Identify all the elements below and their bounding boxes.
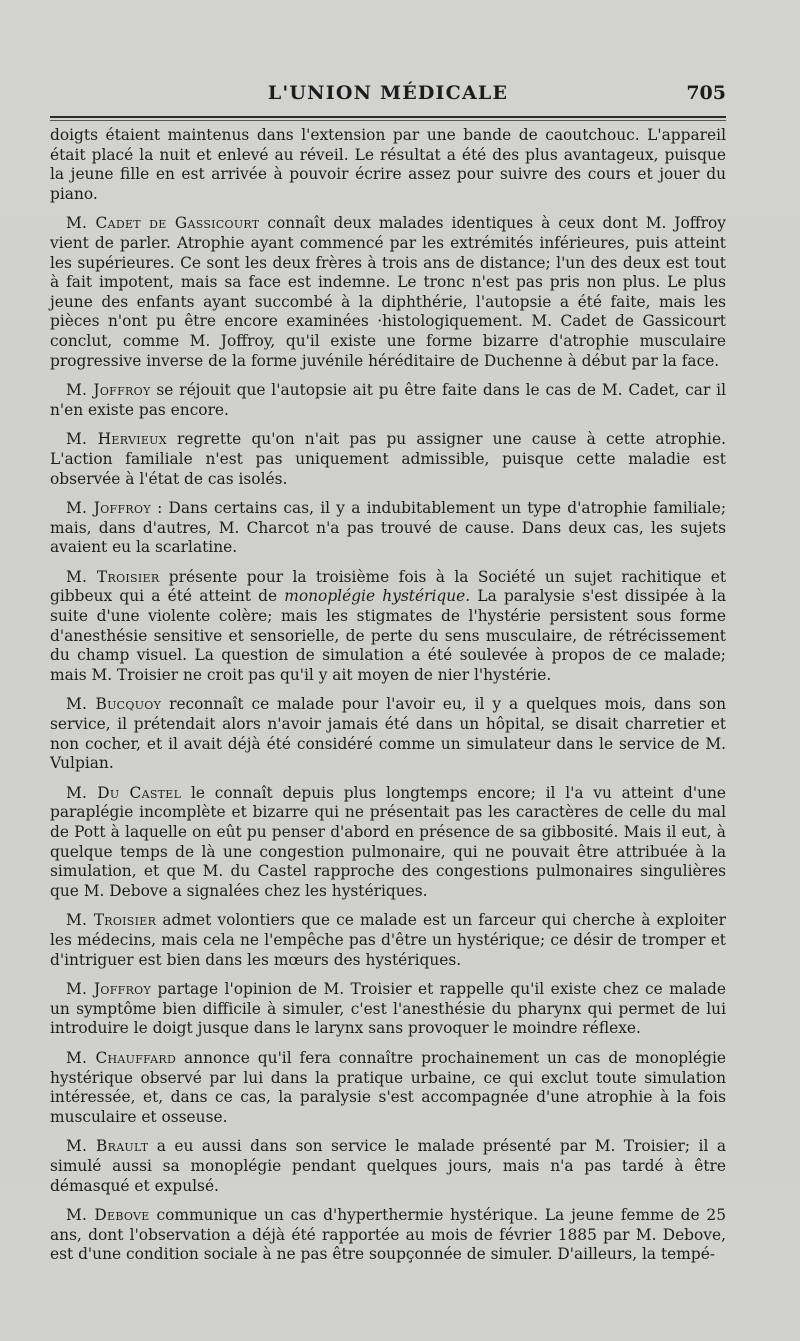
speaker-name: M. Joffroy xyxy=(66,381,151,400)
paragraph-text: connaît deux malades identiques à ceux dont M. Joffroy vient de parler. Atrophie ayant commencé par les extrémités inférieures, puis atteint les supérieures. Ce sont les deux frères à trois ans de distance; l'un des deux est tout à fait impotent, mais sa face est indemne. Le tronc n'est pas pris non plus. Le plus jeune des enfants ayant succombé à la diphthérie, l'autopsie a été faite, mais les pièces n'ont pu être encore examinées ·histologiquement. M. Cadet de Gassicourt conclut, comme M. Joffroy, qu'il existe une forme bizarre d'atrophie musculaire progressive inverse de la forme juvénile héréditaire de Duchenne à début par la face. xyxy=(50,214,726,370)
paragraph-chauffard xyxy=(50,1049,726,1127)
article-body xyxy=(50,126,726,1275)
paragraph-text: annonce qu'il fera connaître prochainement un cas de monoplégie hystérique observé par lui dans la pratique urbaine, ce qui exclut toute simulation intéressée, et, dans ce cas, la paralysie s'est accompagnée d'une atrophie à la fois musculaire et osseuse. xyxy=(50,1048,726,1126)
speaker-name: M. Du Castel xyxy=(66,783,182,802)
paragraph-joffroy-3 xyxy=(50,980,726,1039)
paragraph-text: : Dans certains cas, il y a indubitablement un type d'atrophie familiale; mais, dans d'autres, M. Charcot n'a pas trouvé de cause. Dans deux cas, les sujets avaient eu la scarlatine. xyxy=(50,499,727,557)
speaker-name: M. Troisier xyxy=(66,911,157,930)
paragraph-text: doigts étaient maintenus dans l'extension par une bande de caoutchouc. L'appareil était placé la nuit et enlevé au réveil. Le résultat a été des plus avantageux, puisque la jeune fille en est arrivée à pouvoir écrire assez pour suivre des cours et jouer du piano. xyxy=(50,126,726,203)
paragraph-text: . La paralysie s'est dissipée à la suite d'une violente colère; mais les stigmates de l'hystérie persistent sous forme d'anesthésie sensitive et sensorielle, de perte du sens musculaire, de rétrécissement du champ visuel. La question de simulation a été soulevée à propos de ce malade; mais M. Troisier ne croit pas qu'il y ait moyen de nier l'hystérie. xyxy=(50,587,727,684)
paragraph-joffroy-2 xyxy=(50,499,726,558)
speaker-name: M. Hervieux xyxy=(66,430,167,449)
speaker-name: M. Chauffard xyxy=(66,1048,177,1067)
paragraph-text: regrette qu'on n'ait pas pu assigner une cause à cette atrophie. L'action familiale n'est pas uniquement admissible, puisque cette maladie est observée à l'état de cas isolés. xyxy=(50,430,726,488)
paragraph-continued xyxy=(50,126,726,204)
paragraph-text: a eu aussi dans son service le malade présenté par M. Troisier; il a simulé aussi sa monoplégie pendant quelques jours, mais n'a pas tardé à être démasqué et expulsé. xyxy=(50,1137,727,1195)
paragraph-bucquoy xyxy=(50,695,726,773)
paragraph-text: présente pour la troisième fois à la Société un sujet rachitique et gibbeux qui a été atteint de xyxy=(50,567,726,606)
speaker-name: M. Debove xyxy=(66,1206,150,1225)
paragraph-troisier-1 xyxy=(50,568,726,686)
header-rule xyxy=(50,116,726,118)
paragraph-text: communique un cas d'hyperthermie hystérique. La jeune femme de 25 ans, dont l'observation a déjà été rapportée au mois de février 1885 par M. Debove, est d'une condition sociale à ne pas être soupçonnée de simuler. D'ailleurs, la tempé- xyxy=(50,1206,726,1264)
paragraph-text: le connaît depuis plus longtemps encore; il l'a vu atteint d'une paraplégie incomplète et bizarre qui ne présentait pas les caractères de celle du mal de Pott à laquelle on eût pu penser d'abord en présence de sa gibbosité. Mais il eut, à quelque temps de là une congestion pulmonaire, qui ne pouvait être attribuée à la simulation, et que M. du Castel rapproche des congestions pulmonaires singulières que M. Debove a signalées chez les hystériques. xyxy=(50,783,726,900)
paragraph-du-castel xyxy=(50,784,726,902)
speaker-name: M. Cadet de Gassicourt xyxy=(66,214,260,233)
page-header xyxy=(50,82,726,110)
speaker-name: M. Troisier xyxy=(66,567,160,586)
speaker-name: M. Joffroy xyxy=(66,499,151,518)
paragraph-debove xyxy=(50,1206,726,1265)
paragraph-text: admet volontiers que ce malade est un farceur qui cherche à exploiter les médecins, mais cela ne l'empêche pas d'être un hystérique; ce désir de tromper et d'intriguer est bien dans les mœurs des hystériques. xyxy=(50,911,726,969)
speaker-name: M. Brault xyxy=(66,1137,149,1156)
paragraph-text: se réjouit que l'autopsie ait pu être faite dans le cas de M. Cadet, car il n'en existe pas encore. xyxy=(50,381,726,419)
paragraph-text: reconnaît ce malade pour l'avoir eu, il y a quelques mois, dans son service, il prétendait alors n'avoir jamais été dans un hôpital, se disait charretier et non cocher, et il avait déjà été considéré comme un simulateur dans le service de M. Vulpian. xyxy=(50,695,726,773)
speaker-name: M. Bucquoy xyxy=(66,695,162,714)
paragraph-hervieux xyxy=(50,430,726,489)
paragraph-joffroy-1 xyxy=(50,381,726,420)
paragraph-text: partage l'opinion de M. Troisier et rappelle qu'il existe chez ce malade un symptôme bien difficile à simuler, c'est l'anesthésie du pharynx qui permet de lui introduire le doigt jusque dans le larynx sans provoquer le moindre réflexe. xyxy=(50,980,726,1038)
paragraph-brault xyxy=(50,1137,726,1196)
paragraph-troisier-2 xyxy=(50,911,726,970)
speaker-name: M. Joffroy xyxy=(66,980,152,999)
running-title: L'UNION MÉDICALE xyxy=(267,82,509,104)
page-number: 705 xyxy=(686,82,726,104)
paragraph-cadet xyxy=(50,214,726,371)
header-rule-thin xyxy=(50,120,726,121)
italic-term: monoplégie hystérique xyxy=(284,587,466,606)
